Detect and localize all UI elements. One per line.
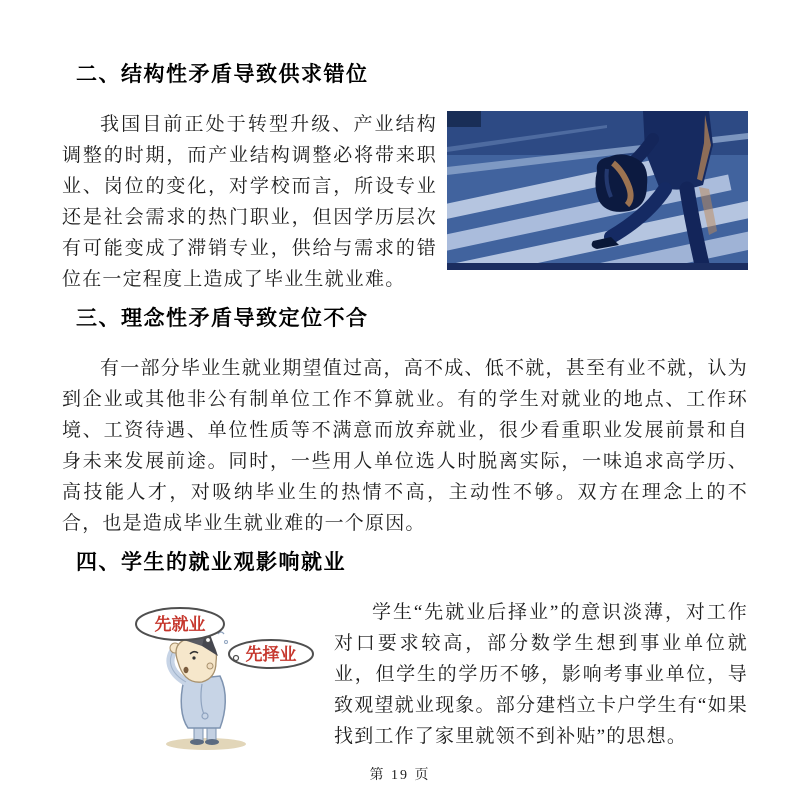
section-4-content [62, 597, 748, 756]
cartoon-graphic [106, 600, 328, 752]
bubble-first-choose-career-label: 先择业 [245, 645, 297, 664]
crosswalk-photo-graphic [447, 111, 748, 270]
section-4-paragraph: 学生“先就业后择业”的意识淡薄，对工作对口要求较高，部分数学生想到事业单位就业，但学生的学历不够，影响考事业单位，导致观望就业现象。部分建档立卡户学生有“如果找到工作了家里就领不到补贴”的思想。 [334, 602, 748, 747]
section-3-paragraph: 有一部分毕业生就业期望值过高，高不成、低不就，甚至有业不就，认为到企业或其他非公有制单位工作不算就业。有的学生对就业的地点、工作环境、工资待遇、单位性质等不满意而放弃就业，很少看重职业发展前景和自身未来发展前途。同时，一些用人单位选人时脱离实际，一味追求高学历、高技能人才，对吸纳毕业生的热情不高，主动性不够。双方在理念上的不合，也是造成毕业生就业难的一个原因。 [62, 358, 748, 534]
page-number: 第 19 页 [369, 768, 431, 783]
section-heading-2: 二、结构性矛盾导致供求错位 [76, 63, 369, 86]
section-2-content [62, 109, 748, 295]
section-2-paragraph: 我国目前正处于转型升级、产业结构调整的时期，而产业结构调整必将带来职业、岗位的变化，对学校而言，所设专业还是社会需求的热门职业，但因学历层次有可能变成了滞销专业，供给与需求的错位在一定程度上造成了毕业生就业难。 [62, 114, 437, 290]
businessman-crosswalk-photo [447, 111, 748, 270]
section-heading-4: 四、学生的就业观影响就业 [76, 551, 346, 574]
section-heading-3: 三、理念性矛盾导致定位不合 [76, 307, 369, 330]
bubble-first-employment-label: 先就业 [154, 615, 206, 634]
thinking-student-cartoon [62, 600, 330, 752]
